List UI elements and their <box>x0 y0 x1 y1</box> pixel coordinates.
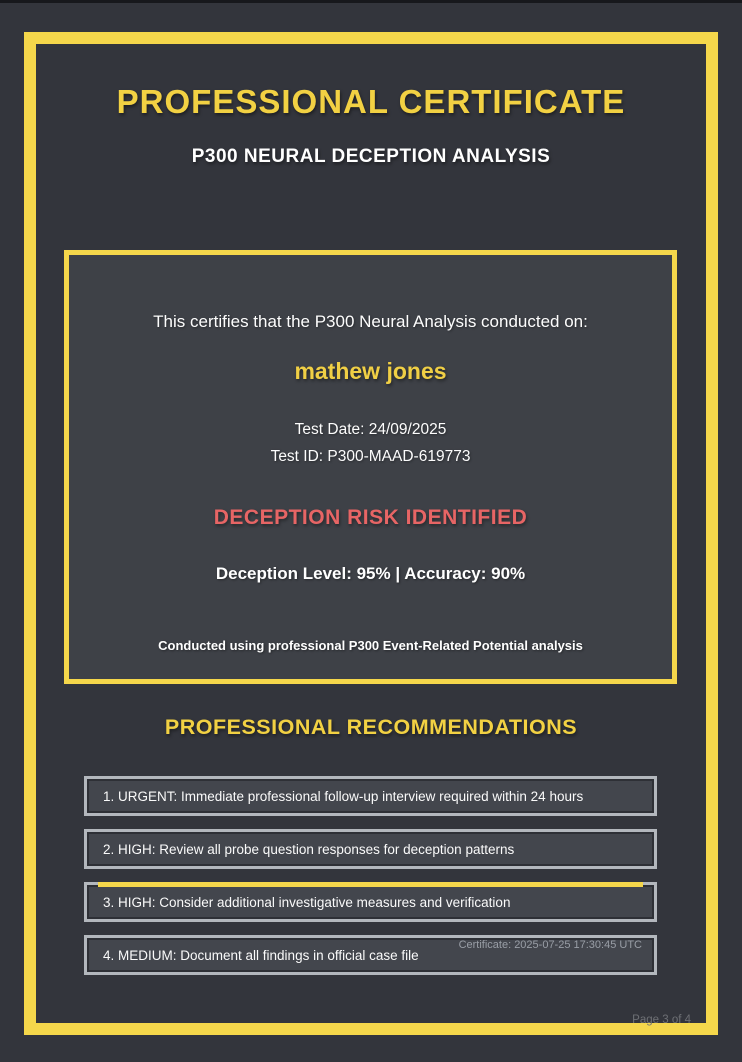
recommendation-text: 2. HIGH: Review all probe question responses for deception patterns <box>103 841 515 857</box>
test-id: Test ID: P300-MAAD-619773 <box>270 448 471 465</box>
subject-name: mathew jones <box>294 358 447 384</box>
recommendation-item <box>84 882 657 922</box>
test-date: Test Date: 24/09/2025 <box>294 421 447 438</box>
recommendation-text: 3. HIGH: Consider additional investigative measures and verification <box>103 894 511 910</box>
page-title: PROFESSIONAL CERTIFICATE <box>116 83 626 120</box>
recommendation-item <box>84 829 657 869</box>
risk-heading: DECEPTION RISK IDENTIFIED <box>213 506 528 529</box>
accent-stripe <box>98 882 643 887</box>
deception-metrics: Deception Level: 95% | Accuracy: 90% <box>215 564 526 583</box>
recommendation-item <box>84 776 657 816</box>
recommendation-text: 4. MEDIUM: Document all findings in official case file <box>103 947 419 963</box>
recommendation-item <box>84 935 657 975</box>
certificate-intro: This certifies that the P300 Neural Analysis conducted on: <box>153 312 588 331</box>
page-subtitle: P300 NEURAL DECEPTION ANALYSIS <box>191 146 551 167</box>
certificate-box <box>64 250 677 684</box>
page-number: Page 3 of 4 <box>632 1014 691 1026</box>
recommendation-text: 1. URGENT: Immediate professional follow-up interview required within 24 hours <box>103 788 584 804</box>
method-note: Conducted using professional P300 Event-Related Potential analysis <box>158 638 583 653</box>
certificate-timestamp: Certificate: 2025-07-25 17:30:45 UTC <box>458 939 642 951</box>
window-top-edge <box>0 0 742 3</box>
recommendations-heading: PROFESSIONAL RECOMMENDATIONS <box>164 715 578 739</box>
recommendations-list <box>84 776 657 988</box>
